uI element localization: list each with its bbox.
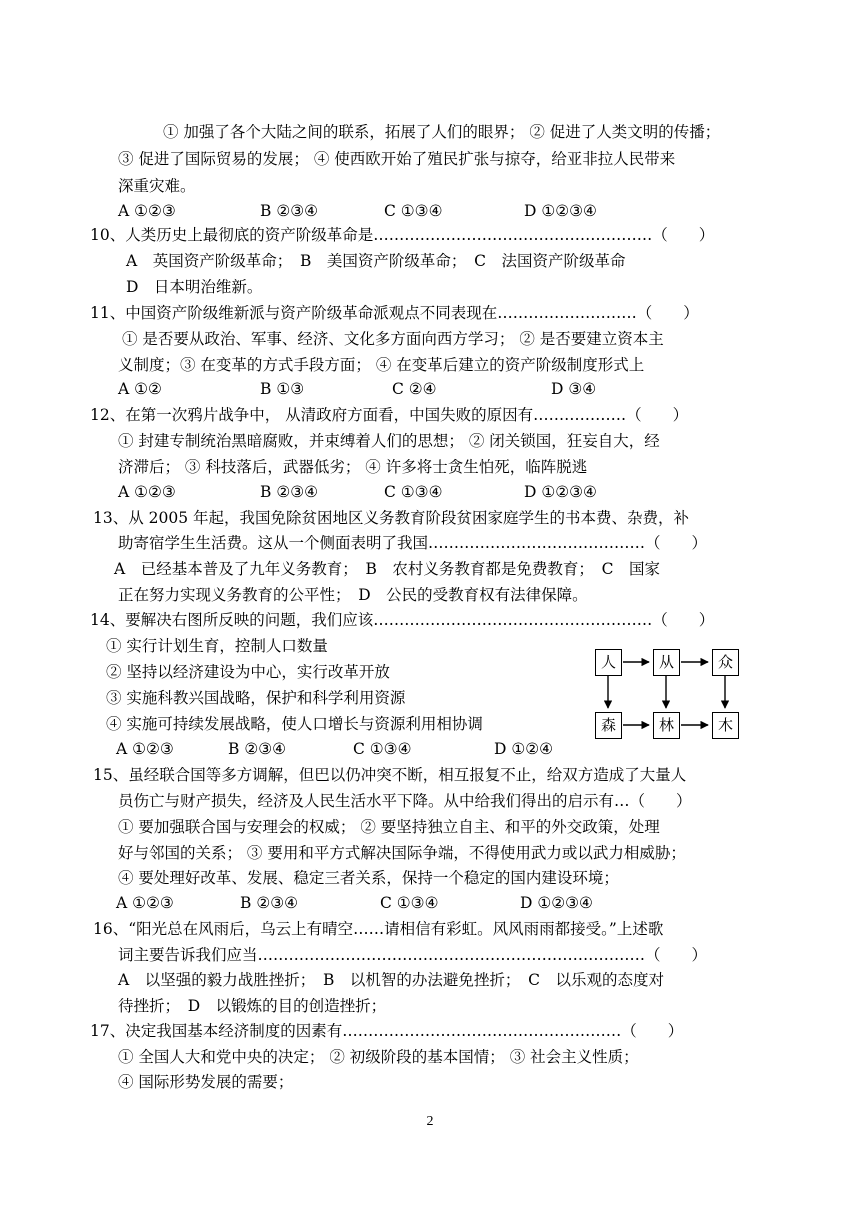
q14-item: ① 实行计划生育，控制人口数量	[106, 637, 328, 655]
flow-diagram	[590, 645, 745, 740]
q14-option-d: D ①②④	[494, 740, 554, 758]
q15-stem: 员伤亡与财产损失，经济及人民生活水平下降。从中给我们得出的启示有…（ ）	[118, 792, 692, 810]
q9-statement-line: ① 加强了各个大陆之间的联系，拓展了人们的眼界； ② 促进了人类文明的传播；	[163, 123, 721, 141]
q11-stem: 11、中国资产阶级维新派与资产阶级革命派观点不同表现在………………………（ ）	[90, 304, 699, 322]
q9-statement-line: ③ 促进了国际贸易的发展； ④ 使西欧开始了殖民扩张与掠夺，给亚非拉人民带来	[118, 150, 676, 168]
q11-option-c: C ②④	[392, 380, 437, 398]
q14-item: ③ 实施科教兴国战略，保护和科学利用资源	[106, 689, 406, 707]
q15-option-b: B ②③④	[240, 894, 299, 912]
q14-option-c: C ①③④	[353, 740, 412, 758]
q17-stem: 17、决定我国基本经济制度的因素有………………………………………………（ ）	[90, 1022, 684, 1040]
q9-statement-line: 深重灾难。	[118, 177, 196, 195]
q11-option-b: B ①③	[260, 380, 305, 398]
q12-statement-line: 济滞后； ③ 科技落后，武器低劣； ④ 许多将士贪生怕死，临阵脱逃	[118, 458, 588, 476]
q16-stem: 16、“阳光总在风雨后，乌云上有晴空……请相信有彩虹。风风雨雨都接受。”上述歌	[93, 920, 664, 938]
q10-options: D 日本明治维新。	[126, 278, 263, 296]
q12-option-b: B ②③④	[260, 483, 319, 501]
q13-options: A 已经基本普及了九年义务教育； B 农村义务教育都是免费教育； C 国家	[114, 560, 660, 578]
q15-statement-line: ④ 要处理好改革、发展、稳定三者关系，保持一个稳定的国内建设环境；	[118, 869, 619, 887]
q15-statement-line: 好与邻国的关系； ③ 要用和平方式解决国际争端，不得使用武力或以武力相威胁；	[118, 844, 686, 862]
q10-options: A 英国资产阶级革命； B 美国资产阶级革命； C 法国资产阶级革命	[126, 252, 626, 270]
q13-stem: 13、从 2005 年起，我国免除贫困地区义务教育阶段贫困家庭学生的书本费、杂费，补	[93, 509, 690, 527]
diagram-box-top: 人	[595, 649, 622, 676]
q13-options: 正在努力实现义务教育的公平性； D 公民的受教育权有法律保障。	[118, 586, 588, 604]
q9-option-b: B ②③④	[260, 202, 319, 220]
q14-stem: 14、要解决右图所反映的问题，我们应该………………………………………………（ ）	[90, 611, 715, 629]
q12-option-a: A ①②③	[118, 483, 176, 501]
q15-option-a: A ①②③	[116, 894, 174, 912]
q11-option-a: A ①②	[118, 380, 162, 398]
q9-option-c: C ①③④	[384, 202, 443, 220]
diagram-box-bottom: 林	[653, 712, 680, 739]
q16-stem: 词主要告诉我们应当…………………………………………………………………（ ）	[118, 946, 708, 964]
q16-options: A 以坚强的毅力战胜挫折； B 以机智的办法避免挫折； C 以乐观的态度对	[118, 971, 664, 989]
q17-statement-line: ④ 国际形势发展的需要；	[118, 1073, 294, 1091]
q13-stem: 助寄宿学生生活费。这从一个侧面表明了我国……………………………………（ ）	[118, 534, 708, 552]
q15-option-c: C ①③④	[380, 894, 439, 912]
q11-statement-line: 义制度；③ 在变革的方式手段方面； ④ 在变革后建立的资产阶级制度形式上	[118, 356, 645, 374]
page-number: 2	[426, 1114, 434, 1129]
q14-item: ② 坚持以经济建设为中心，实行改革开放	[106, 663, 390, 681]
q15-option-d: D ①②③④	[520, 894, 593, 912]
q10-stem: 10、人类历史上最彻底的资产阶级革命是………………………………………………（ ）	[90, 226, 715, 244]
q11-statement-line: ① 是否要从政治、军事、经济、文化多方面向西方学习； ② 是否要建立资本主	[122, 330, 664, 348]
q12-statement-line: ① 封建专制统治黑暗腐败，并束缚着人们的思想； ② 闭关锁国，狂妄自大，经	[118, 432, 660, 450]
q14-item: ④ 实施可持续发展战略，使人口增长与资源利用相协调	[106, 715, 483, 733]
q17-statement-line: ① 全国人大和党中央的决定； ② 初级阶段的基本国情； ③ 社会主义性质；	[118, 1048, 639, 1066]
diagram-box-top: 众	[712, 649, 739, 676]
q15-stem: 15、虽经联合国等多方调解，但巴以仍冲突不断，相互报复不止，给双方造成了大量人	[93, 766, 687, 784]
diagram-box-top: 从	[653, 649, 680, 676]
q9-option-d: D ①②③④	[524, 202, 597, 220]
q14-option-a: A ①②③	[116, 740, 174, 758]
q14-option-b: B ②③④	[228, 740, 287, 758]
q12-option-c: C ①③④	[384, 483, 443, 501]
q15-statement-line: ① 要加强联合国与安理会的权威； ② 要坚持独立自主、和平的外交政策，处理	[118, 818, 660, 836]
diagram-box-bottom: 森	[595, 712, 622, 739]
q16-options: 待挫折； D 以锻炼的目的创造挫折；	[118, 997, 387, 1015]
q11-option-d: D ③④	[551, 380, 597, 398]
q12-stem: 12、在第一次鸦片战争中， 从清政府方面看，中国失败的原因有………………（ ）	[90, 406, 689, 424]
q12-option-d: D ①②③④	[524, 483, 597, 501]
diagram-box-bottom: 木	[712, 712, 739, 739]
q9-option-a: A ①②③	[118, 202, 176, 220]
